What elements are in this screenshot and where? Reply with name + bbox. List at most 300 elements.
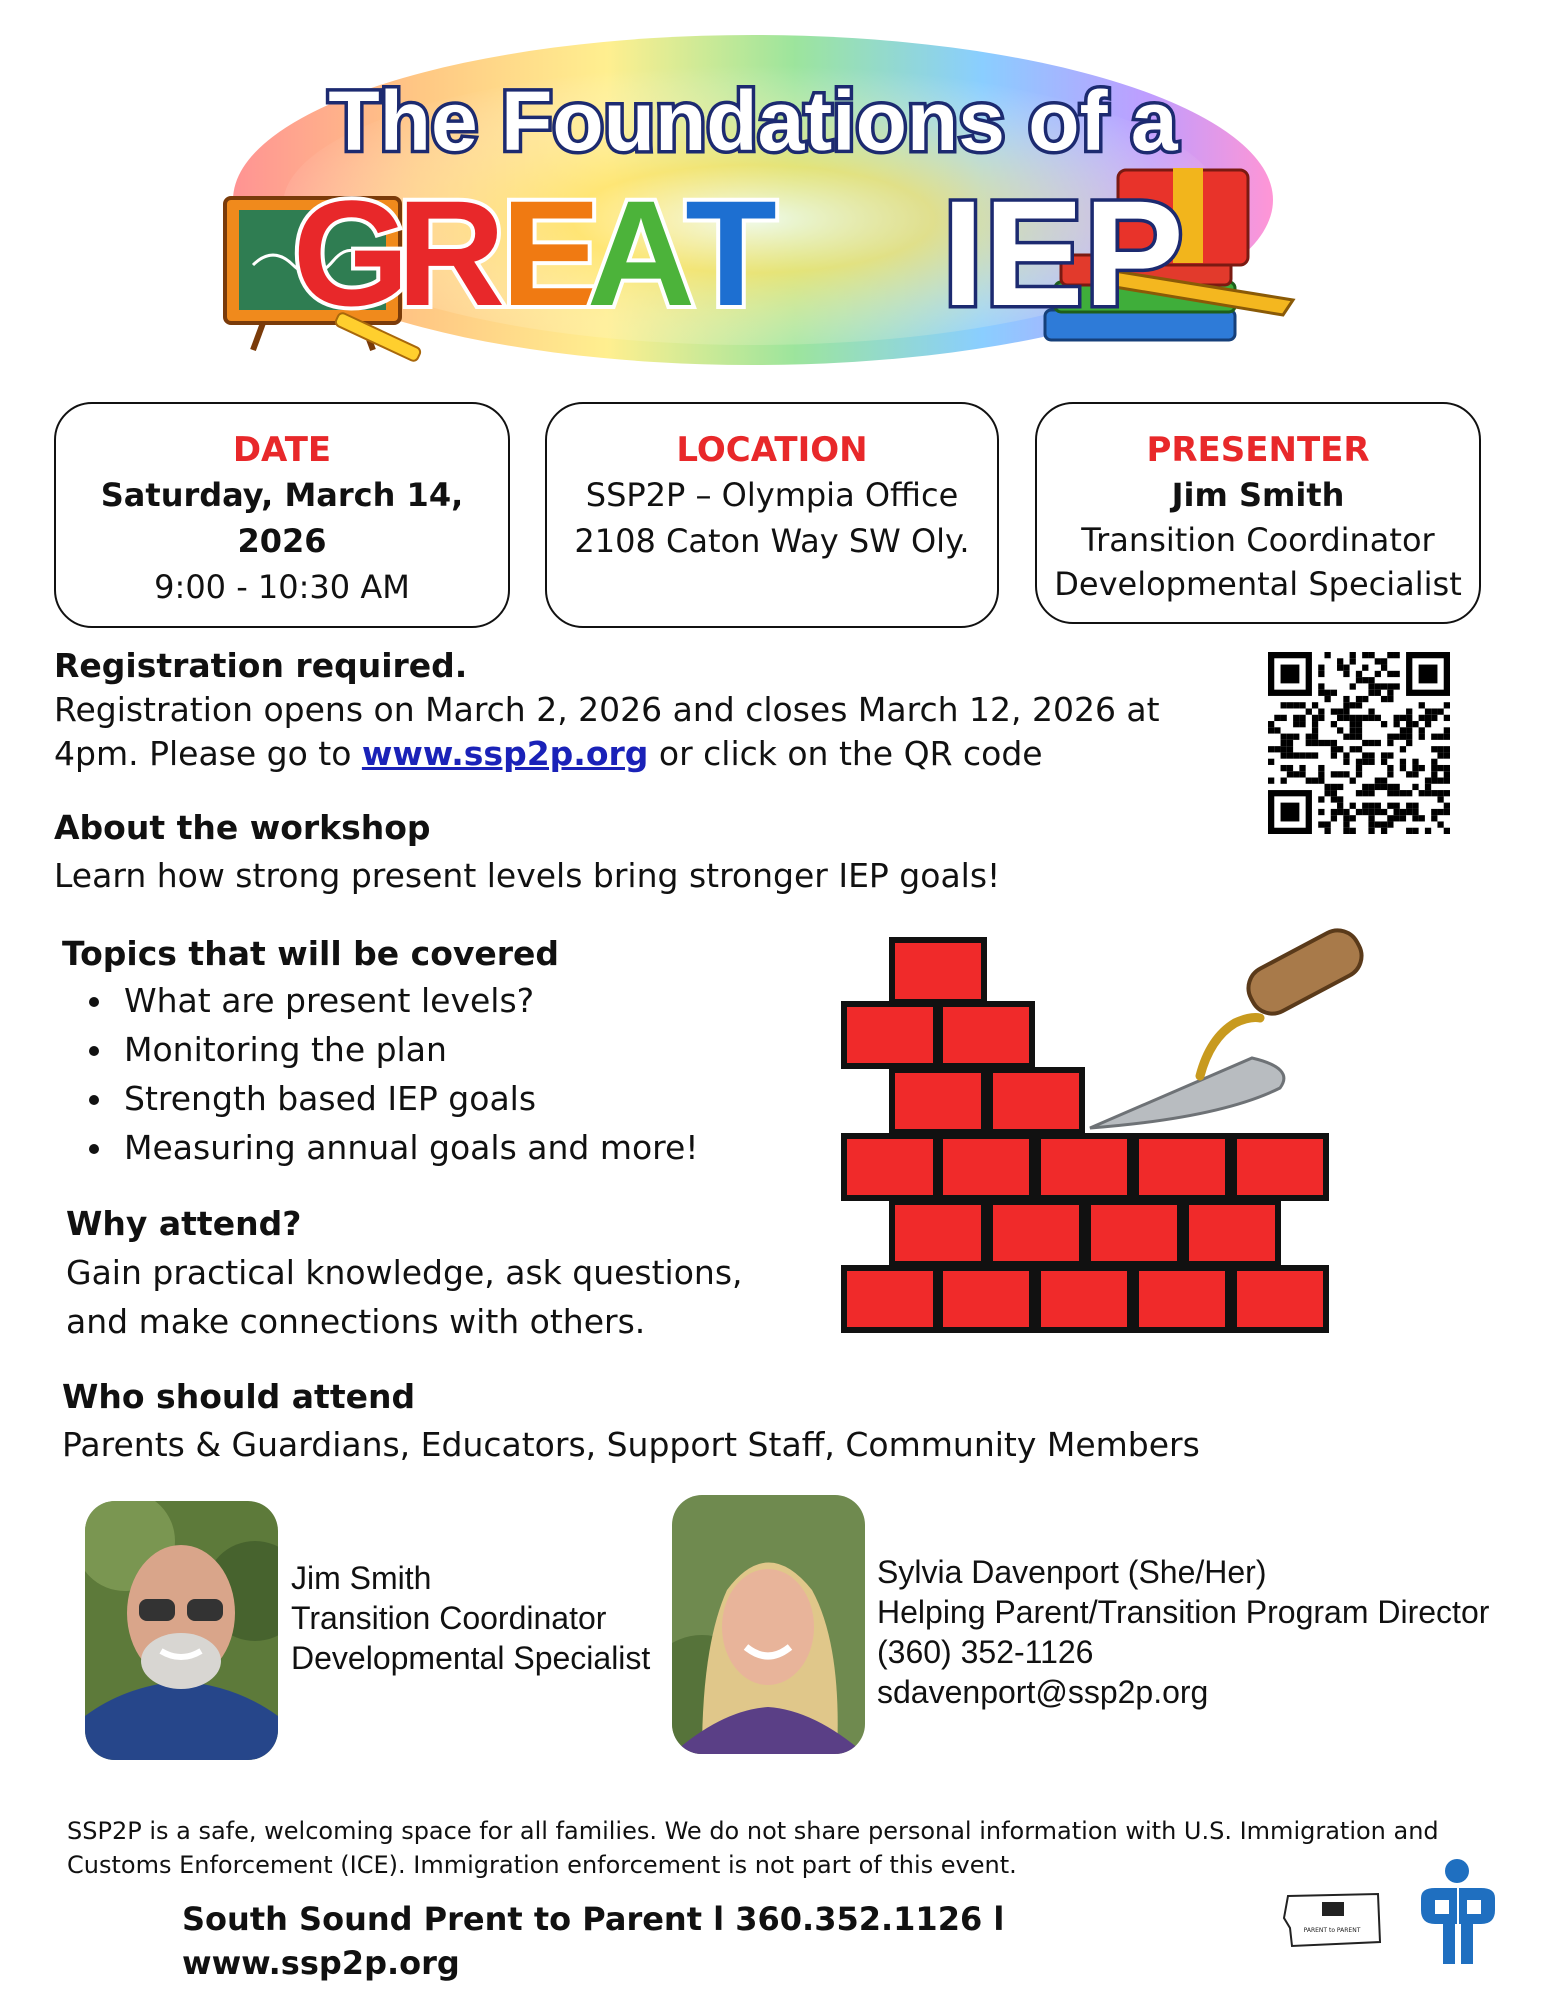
qr-module — [1387, 690, 1393, 696]
qr-module — [1394, 784, 1400, 790]
registration-section — [54, 644, 1254, 776]
qr-module — [1356, 771, 1362, 777]
qr-module — [1375, 671, 1381, 677]
qr-module — [1356, 790, 1362, 796]
qr-module — [1444, 778, 1450, 784]
qr-module — [1337, 771, 1343, 777]
banner-great-letter: T — [685, 169, 777, 337]
qr-module — [1425, 828, 1431, 834]
qr-module — [1287, 765, 1293, 771]
person-card-jim — [291, 1558, 691, 1678]
qr-module — [1368, 790, 1374, 796]
qr-module — [1400, 715, 1406, 721]
qr-module — [1375, 809, 1381, 815]
qr-module — [1406, 734, 1412, 740]
qr-module — [1412, 803, 1418, 809]
qr-module — [1394, 803, 1400, 809]
about-heading: About the workshop — [54, 808, 431, 847]
about-text: Learn how strong present levels bring stronger IEP goals! — [54, 856, 1001, 895]
qr-module — [1350, 683, 1356, 689]
qr-module — [1281, 715, 1287, 721]
qr-module — [1387, 821, 1393, 827]
qr-module — [1368, 715, 1374, 721]
qr-module — [1362, 752, 1368, 758]
qr-module — [1387, 803, 1393, 809]
qr-module — [1375, 803, 1381, 809]
qr-module — [1412, 759, 1418, 765]
qr-module — [1274, 727, 1280, 733]
topic-item: Strength based IEP goals — [62, 1074, 762, 1123]
person-title: Helping Parent/Transition Program Director — [877, 1594, 1490, 1630]
registration-text-2 — [54, 732, 1254, 776]
qr-module — [1375, 778, 1381, 784]
banner-iep: IEP — [942, 169, 1184, 337]
qr-module — [1350, 778, 1356, 784]
qr-module — [1412, 784, 1418, 790]
qr-module — [1444, 727, 1450, 733]
qr-module — [1350, 658, 1356, 664]
qr-module — [1387, 771, 1393, 777]
qr-module — [1437, 790, 1443, 796]
qr-module — [1331, 746, 1337, 752]
qr-module — [1281, 702, 1287, 708]
qr-module — [1356, 671, 1362, 677]
qr-module — [1287, 746, 1293, 752]
qr-module — [1431, 771, 1437, 777]
person-card-sylvia — [877, 1552, 1497, 1712]
qr-module — [1425, 708, 1431, 714]
who-section — [62, 1375, 1362, 1467]
qr-module — [1337, 803, 1343, 809]
qr-module — [1343, 696, 1349, 702]
qr-module — [1406, 721, 1412, 727]
qr-module — [1350, 702, 1356, 708]
brick — [940, 1268, 1032, 1330]
qr-module — [1431, 765, 1437, 771]
banner-great-letter: A — [586, 169, 696, 337]
qr-module — [1318, 683, 1324, 689]
qr-module — [1412, 815, 1418, 821]
qr-module — [1444, 752, 1450, 758]
website-link[interactable]: www.ssp2p.org — [361, 734, 649, 773]
qr-module — [1293, 752, 1299, 758]
qr-module — [1437, 765, 1443, 771]
qr-module — [1381, 665, 1387, 671]
date-day: Saturday, March 14, 2026 — [100, 476, 464, 560]
qr-module — [1293, 771, 1299, 777]
qr-module — [1299, 715, 1305, 721]
qr-module — [1331, 771, 1337, 777]
qr-module — [1394, 715, 1400, 721]
qr-module — [1306, 778, 1312, 784]
brick — [990, 1202, 1082, 1264]
qr-module — [1331, 790, 1337, 796]
brick — [892, 940, 984, 1002]
qr-module — [1362, 696, 1368, 702]
qr-module — [1381, 821, 1387, 827]
qr-module — [1444, 809, 1450, 815]
person-title: Transition Coordinator — [291, 1600, 607, 1636]
qr-module — [1425, 715, 1431, 721]
qr-module — [1331, 784, 1337, 790]
registration-heading: Registration required. — [54, 646, 468, 685]
qr-module — [1387, 696, 1393, 702]
topics-section — [62, 932, 762, 1172]
person-email[interactable]: sdavenport@ssp2p.org — [877, 1674, 1209, 1710]
qr-module — [1381, 721, 1387, 727]
qr-module — [1362, 809, 1368, 815]
qr-module — [1375, 821, 1381, 827]
qr-module — [1444, 790, 1450, 796]
qr-module — [1356, 765, 1362, 771]
qr-module — [1337, 746, 1343, 752]
qr-module — [1368, 784, 1374, 790]
qr-module — [1425, 790, 1431, 796]
qr-module — [1444, 828, 1450, 834]
qr-module — [1444, 803, 1450, 809]
qr-module — [1375, 690, 1381, 696]
topic-item: Measuring annual goals and more! — [62, 1123, 762, 1172]
qr-module — [1394, 734, 1400, 740]
why-heading: Why attend? — [66, 1204, 302, 1243]
qr-module — [1343, 809, 1349, 815]
qr-module — [1394, 815, 1400, 821]
qr-module — [1299, 765, 1305, 771]
logo-small-text: PARENT to PARENT — [1303, 1927, 1361, 1934]
qr-module — [1306, 740, 1312, 746]
presenter-box — [1035, 402, 1481, 624]
qr-module — [1299, 752, 1305, 758]
qr-module — [1299, 771, 1305, 777]
qr-module — [1419, 727, 1425, 733]
qr-module — [1387, 784, 1393, 790]
qr-module — [1281, 765, 1287, 771]
qr-module — [1394, 683, 1400, 689]
qr-module — [1406, 803, 1412, 809]
brick — [1136, 1268, 1228, 1330]
qr-module — [1343, 771, 1349, 777]
qr-module — [1306, 752, 1312, 758]
qr-module — [1287, 771, 1293, 777]
qr-module — [1394, 809, 1400, 815]
qr-module — [1368, 809, 1374, 815]
qr-module — [1431, 815, 1437, 821]
topic-item: Monitoring the plan — [62, 1025, 762, 1074]
qr-module — [1406, 790, 1412, 796]
washington-parent-to-parent-logo — [1282, 1888, 1384, 1952]
qr-module — [1281, 746, 1287, 752]
qr-module — [1312, 778, 1318, 784]
qr-module — [1387, 790, 1393, 796]
qr-module — [1431, 790, 1437, 796]
qr-module — [1337, 708, 1343, 714]
qr-module — [1318, 740, 1324, 746]
qr-module — [1444, 734, 1450, 740]
qr-module — [1268, 759, 1274, 765]
qr-module — [1400, 765, 1406, 771]
qr-module — [1350, 734, 1356, 740]
qr-module — [1287, 752, 1293, 758]
qr-module — [1406, 828, 1412, 834]
brick — [990, 1070, 1082, 1132]
qr-module — [1362, 803, 1368, 809]
qr-module — [1324, 652, 1330, 658]
registration-text-1: Registration opens on March 2, 2026 and closes March 12, 2026 at — [54, 690, 1160, 729]
disclaimer-line-1: SSP2P is a safe, welcoming space for all families. We do not share personal information with U.S. Immigration and — [67, 1817, 1439, 1845]
banner-great-letter: R — [396, 169, 506, 337]
qr-module — [1350, 652, 1356, 658]
ssp2p-logo-icon — [1413, 1858, 1503, 1968]
qr-module — [1368, 815, 1374, 821]
qr-module — [1281, 740, 1287, 746]
qr-module — [1375, 683, 1381, 689]
qr-module — [1318, 671, 1324, 677]
person-title: Developmental Specialist — [291, 1640, 651, 1676]
qr-module — [1306, 734, 1312, 740]
qr-module — [1312, 702, 1318, 708]
qr-module — [1281, 778, 1287, 784]
qr-module — [1337, 809, 1343, 815]
qr-module — [1312, 740, 1318, 746]
qr-module — [1381, 683, 1387, 689]
qr-module — [1412, 828, 1418, 834]
qr-module — [1375, 715, 1381, 721]
why-section — [66, 1202, 826, 1346]
qr-module — [1431, 778, 1437, 784]
qr-module — [1444, 746, 1450, 752]
qr-module — [1350, 727, 1356, 733]
qr-module — [1324, 828, 1330, 834]
date-box — [54, 402, 510, 628]
qr-module — [1419, 765, 1425, 771]
brick — [1186, 1202, 1278, 1264]
qr-module — [1394, 652, 1400, 658]
qr-module — [1299, 721, 1305, 727]
qr-module — [1324, 790, 1330, 796]
qr-module — [1343, 671, 1349, 677]
qr-module — [1350, 721, 1356, 727]
qr-module — [1293, 715, 1299, 721]
qr-module — [1387, 652, 1393, 658]
qr-module — [1337, 715, 1343, 721]
registration-text-before: 4pm. Please go to — [54, 734, 362, 773]
brick — [1234, 1136, 1326, 1198]
qr-module — [1431, 734, 1437, 740]
qr-module — [1343, 815, 1349, 821]
qr-module — [1437, 708, 1443, 714]
qr-module — [1318, 665, 1324, 671]
disclaimer — [67, 1814, 1487, 1882]
presenter-heading: PRESENTER — [1146, 430, 1370, 470]
qr-module — [1306, 708, 1312, 714]
qr-module — [1368, 803, 1374, 809]
qr-module — [1350, 803, 1356, 809]
qr-module — [1356, 696, 1362, 702]
qr-module — [1394, 721, 1400, 727]
qr-module — [1268, 746, 1274, 752]
qr-module — [1331, 708, 1337, 714]
qr-module — [1318, 765, 1324, 771]
qr-module — [1312, 752, 1318, 758]
qr-module — [1437, 809, 1443, 815]
qr-module — [1343, 708, 1349, 714]
brick — [1038, 1136, 1130, 1198]
qr-module — [1400, 815, 1406, 821]
qr-module — [1324, 784, 1330, 790]
date-time: 9:00 - 10:30 AM — [154, 568, 410, 606]
qr-module — [1419, 815, 1425, 821]
qr-module — [1419, 734, 1425, 740]
qr-module — [1343, 665, 1349, 671]
qr-module — [1318, 809, 1324, 815]
qr-module — [1356, 746, 1362, 752]
qr-module — [1362, 715, 1368, 721]
qr-module — [1381, 696, 1387, 702]
qr-module — [1312, 727, 1318, 733]
qr-module — [1425, 778, 1431, 784]
footer-contact: South Sound Prent to Parent l 360.352.1126 l www.ssp2p.org — [182, 1900, 1005, 1982]
qr-module — [1362, 652, 1368, 658]
qr-module — [1381, 828, 1387, 834]
qr-module — [1419, 790, 1425, 796]
qr-module — [1368, 740, 1374, 746]
qr-module — [1362, 665, 1368, 671]
qr-module — [1437, 778, 1443, 784]
qr-module — [1268, 721, 1274, 727]
qr-module — [1318, 690, 1324, 696]
qr-module — [1356, 734, 1362, 740]
qr-module — [1381, 658, 1387, 664]
who-heading: Who should attend — [62, 1377, 416, 1416]
qr-module — [1412, 765, 1418, 771]
qr-module — [1387, 815, 1393, 821]
qr-module — [1362, 677, 1368, 683]
qr-module — [1362, 790, 1368, 796]
qr-module — [1331, 796, 1337, 802]
topics-heading: Topics that will be covered — [62, 934, 560, 973]
qr-module — [1268, 778, 1274, 784]
qr-module — [1412, 771, 1418, 777]
banner-line1: The Foundations of a — [328, 74, 1178, 168]
qr-module — [1318, 771, 1324, 777]
brick — [940, 1004, 1032, 1066]
qr-module — [1337, 727, 1343, 733]
qr-module — [1350, 815, 1356, 821]
presenter-title1: Transition Coordinator — [1081, 521, 1435, 559]
qr-module — [1337, 784, 1343, 790]
qr-module — [1375, 658, 1381, 664]
qr-module — [1362, 784, 1368, 790]
brick-wall-trowel-illustration — [840, 918, 1390, 1338]
registration-text-after: or click on the QR code — [648, 734, 1043, 773]
qr-module — [1375, 740, 1381, 746]
qr-module — [1431, 708, 1437, 714]
brick — [940, 1136, 1032, 1198]
qr-code[interactable] — [1268, 652, 1450, 834]
qr-module — [1356, 677, 1362, 683]
qr-module — [1387, 683, 1393, 689]
qr-module — [1318, 708, 1324, 714]
presenter-name: Jim Smith — [1171, 476, 1345, 514]
qr-module — [1381, 778, 1387, 784]
banner-great-letter: E — [500, 169, 602, 337]
qr-module — [1444, 715, 1450, 721]
brick — [892, 1070, 984, 1132]
about-section — [54, 806, 1154, 898]
qr-module — [1324, 696, 1330, 702]
qr-module — [1337, 658, 1343, 664]
qr-module — [1350, 828, 1356, 834]
qr-module — [1312, 715, 1318, 721]
qr-module — [1381, 752, 1387, 758]
trowel-icon — [1090, 923, 1369, 1128]
qr-module — [1381, 809, 1387, 815]
location-address: 2108 Caton Way SW Oly. — [574, 522, 970, 560]
qr-module — [1331, 721, 1337, 727]
qr-module — [1400, 790, 1406, 796]
qr-module — [1431, 746, 1437, 752]
qr-module — [1400, 746, 1406, 752]
qr-module — [1375, 784, 1381, 790]
qr-module — [1437, 734, 1443, 740]
qr-module — [1331, 740, 1337, 746]
qr-module — [1331, 809, 1337, 815]
qr-module — [1274, 746, 1280, 752]
qr-module — [1368, 652, 1374, 658]
why-line-1: Gain practical knowledge, ask questions, — [66, 1253, 743, 1292]
qr-module — [1368, 828, 1374, 834]
title-banner — [183, 0, 1323, 392]
qr-module — [1368, 821, 1374, 827]
qr-module — [1343, 759, 1349, 765]
qr-module — [1343, 752, 1349, 758]
qr-module — [1293, 734, 1299, 740]
qr-module — [1356, 702, 1362, 708]
qr-module — [1425, 784, 1431, 790]
qr-module — [1431, 809, 1437, 815]
brick — [1038, 1268, 1130, 1330]
qr-module — [1368, 708, 1374, 714]
qr-module — [1406, 809, 1412, 815]
banner-great-word — [293, 169, 777, 337]
qr-module — [1412, 809, 1418, 815]
qr-module — [1356, 809, 1362, 815]
qr-module — [1356, 721, 1362, 727]
qr-module — [1324, 740, 1330, 746]
qr-module — [1312, 721, 1318, 727]
qr-module — [1381, 759, 1387, 765]
qr-module — [1337, 665, 1343, 671]
qr-module — [1362, 759, 1368, 765]
qr-module — [1368, 677, 1374, 683]
brick — [844, 1268, 936, 1330]
qr-module — [1406, 727, 1412, 733]
who-text: Parents & Guardians, Educators, Support Staff, Community Members — [62, 1425, 1200, 1464]
qr-module — [1425, 721, 1431, 727]
location-heading: LOCATION — [676, 430, 868, 470]
qr-module — [1444, 702, 1450, 708]
qr-module — [1406, 715, 1412, 721]
qr-module — [1318, 778, 1324, 784]
qr-module — [1387, 752, 1393, 758]
qr-module — [1406, 708, 1412, 714]
qr-module — [1394, 671, 1400, 677]
qr-module — [1343, 821, 1349, 827]
qr-module — [1368, 683, 1374, 689]
qr-module — [1312, 734, 1318, 740]
qr-module — [1343, 734, 1349, 740]
qr-module — [1419, 702, 1425, 708]
